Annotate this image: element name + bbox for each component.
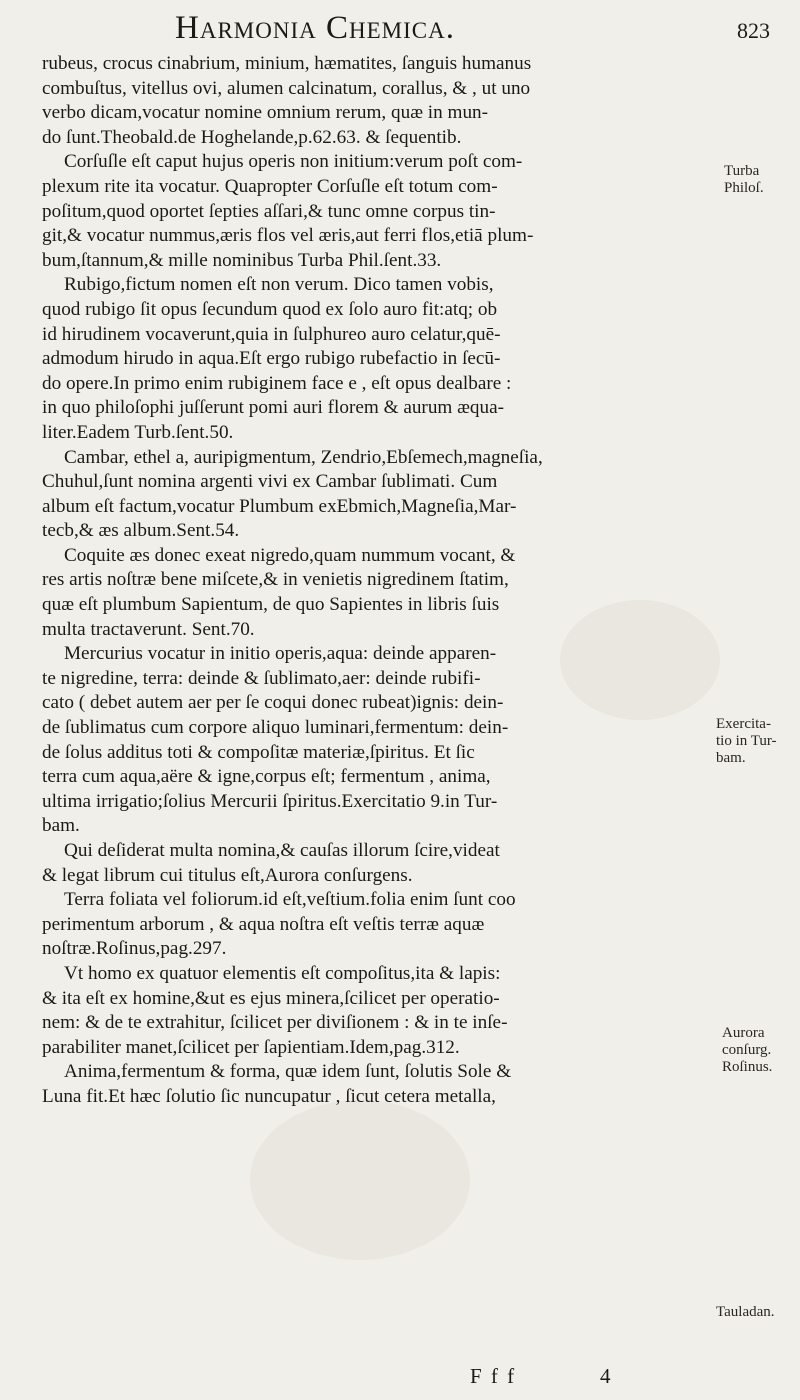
margin-note-tauladan xyxy=(716,1304,775,1321)
text-line: Cambar, ethel a, auripigmentum, Zendrio,Ebſemech,magneſia, xyxy=(64,446,543,468)
text-line: parabiliter manet,ſcilicet per ſapientiam.Idem,pag.312. xyxy=(42,1036,460,1058)
text-line: perimentum arborum , & aqua noſtra eſt veſtis terræ aquæ xyxy=(42,913,485,935)
margin-note-aurora xyxy=(722,1025,772,1076)
text-line: cato ( debet autem aer per ſe coqui donec rubeat)ignis: dein- xyxy=(42,692,504,714)
text-line: poſitum,quod oportet ſepties aſſari,& tunc omne corpus tin- xyxy=(42,200,496,222)
margin-note-line: Aurora xyxy=(722,1025,765,1041)
page-number: 823 xyxy=(737,18,770,43)
text-line: album eſt factum,vocatur Plumbum exEbmich,Magneſia,Mar- xyxy=(42,495,517,517)
paper-stain xyxy=(250,1100,470,1260)
text-line: bum,ſtannum,& mille nominibus Turba Phil.ſent.33. xyxy=(42,249,442,271)
text-line: Chuhul,ſunt nomina argenti vivi ex Cambar ſublimati. Cum xyxy=(42,471,498,493)
text-line: do ſunt.Theobald.de Hoghelande,p.62.63. & ſequentib. xyxy=(42,126,462,148)
text-line: id hirudinem vocaverunt,quia in ſulphureo auro celatur,quē- xyxy=(42,323,501,345)
signature-mark: F f f xyxy=(470,1364,517,1388)
text-line: Qui deſiderat multa nomina,& cauſas illorum ſcire,videat xyxy=(64,840,500,861)
text-line: ultima irrigatio;ſolius Mercurii ſpiritus.Exercitatio 9.in Tur- xyxy=(42,790,498,812)
margin-note-line: Roſinus. xyxy=(722,1059,773,1075)
text-line: git,& vocatur nummus,æris flos vel æris,aut ferri flos,etiā plum- xyxy=(42,225,534,247)
text-line: de ſublimatus cum corpore aliquo luminari,fermentum: dein- xyxy=(42,717,509,739)
page-header xyxy=(40,10,770,50)
text-line: admodum hirudo in aqua.Eſt ergo rubigo rubefactio in ſecū- xyxy=(42,348,501,370)
text-line: plexum rite ita vocatur. Quapropter Corſuſle eſt totum com- xyxy=(42,175,498,197)
text-line: quæ eſt plumbum Sapientum, de quo Sapientes in libris ſuis xyxy=(42,594,500,616)
text-line: liter.Eadem Turb.ſent.50. xyxy=(42,421,234,443)
text-line: combuſtus, vitellus ovi, alumen calcinatum, corallus, & , ut uno xyxy=(42,77,531,99)
margin-note-exercitatio xyxy=(716,716,777,767)
text-line: multa tractaverunt. Sent.70. xyxy=(42,618,255,640)
margin-note-line: bam. xyxy=(716,750,746,766)
body-text xyxy=(42,52,712,1110)
text-line: quod rubigo ſit opus ſecundum quod ex ſolo auro fit:atq; ob xyxy=(42,298,498,320)
text-line: tecb,& æs album.Sent.54. xyxy=(42,520,240,542)
text-line: Corſuſle eſt caput hujus operis non initium:verum poſt com- xyxy=(64,151,523,173)
text-line: terra cum aqua,aëre & igne,corpus eſt; fermentum , anima, xyxy=(42,766,491,788)
margin-note-line: Exercita- xyxy=(716,716,771,732)
text-line: nem: & de te extrahitur, ſcilicet per diviſionem : & in te inſe- xyxy=(42,1012,508,1034)
text-line: Vt homo ex quatuor elementis eſt compoſitus,ita & lapis: xyxy=(64,962,501,984)
running-title: Harmonia Chemica. xyxy=(175,10,455,46)
text-line: Mercurius vocatur in initio operis,aqua: deinde apparen- xyxy=(64,643,497,665)
text-line: & ita eſt ex homine,&ut es ejus minera,ſcilicet per operatio- xyxy=(42,987,500,1009)
text-line: Rubigo,fictum nomen eſt non verum. Dico tamen vobis, xyxy=(64,274,494,296)
text-line: res artis noſtræ bene miſcete,& in venietis nigredinem ſtatim, xyxy=(42,569,509,591)
text-line: noſtræ.Roſinus,pag.297. xyxy=(42,938,227,960)
text-line: verbo dicam,vocatur nomine omnium rerum, quæ in mun- xyxy=(42,102,489,124)
text-line: & legat librum cui titulus eſt,Aurora conſurgens. xyxy=(42,864,413,886)
margin-note-turba xyxy=(724,163,764,197)
text-line: Anima,fermentum & forma, quæ idem ſunt, ſolutis Sole & xyxy=(64,1061,512,1083)
text-line: Coquite æs donec exeat nigredo,quam nummum vocant, & xyxy=(64,544,516,566)
text-line: Luna fit.Et hæc ſolutio ſic nuncupatur , ſicut cetera metalla, xyxy=(42,1085,496,1107)
text-line: do opere.In primo enim rubiginem face e , eſt opus dealbare : xyxy=(42,372,512,394)
text-line: in quo philoſophi juſſerunt pomi auri florem & aurum æqua- xyxy=(42,397,505,419)
margin-note-line: Philoſ. xyxy=(724,180,764,196)
text-line: rubeus, crocus cinabrium, minium, hæmatites, ſanguis humanus xyxy=(42,53,532,74)
margin-note-line: tio in Tur- xyxy=(716,733,777,749)
margin-note-line: conſurg. xyxy=(722,1042,772,1058)
text-line: de ſolus additus toti & compoſitæ materiæ,ſpiritus. Et ſic xyxy=(42,741,475,763)
text-line: bam. xyxy=(42,815,80,837)
catchword: 4 xyxy=(600,1364,611,1388)
text-line: Terra foliata vel foliorum.id eſt,veſtium.folia enim ſunt coo xyxy=(64,889,516,911)
margin-note-line: Turba xyxy=(724,163,760,179)
text-line: te nigredine, terra: deinde & ſublimato,aer: deinde rubifi- xyxy=(42,667,481,689)
margin-note-line: Tauladan. xyxy=(716,1304,775,1320)
